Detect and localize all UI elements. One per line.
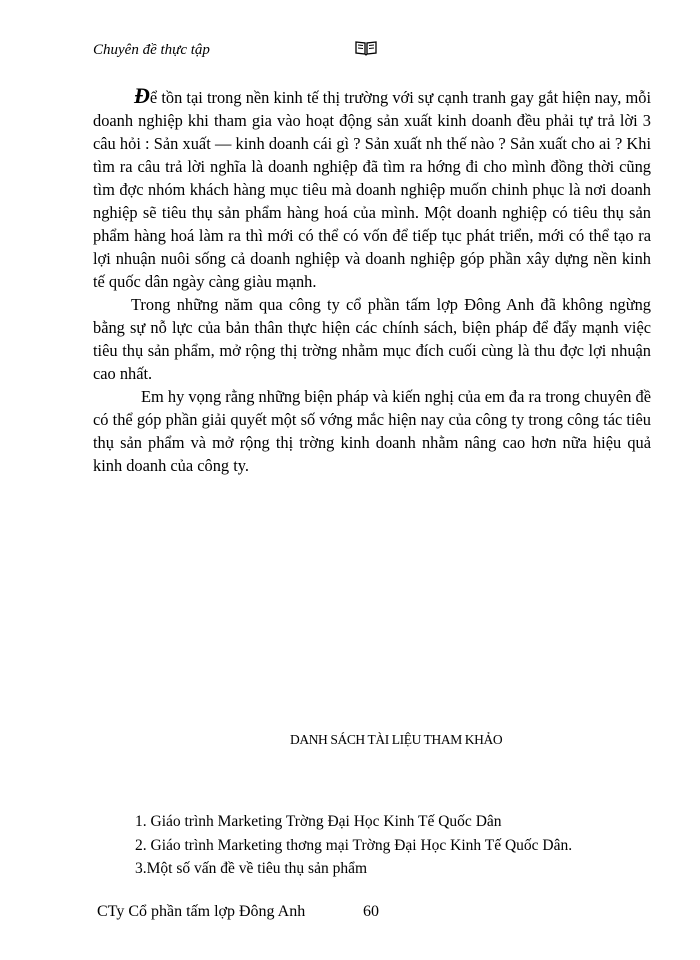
- references-title: DANH SÁCH TÀI LIỆU THAM KHẢO: [290, 732, 503, 747]
- page-header-title: Chuyên đề thực tập: [93, 42, 210, 58]
- references-list: [135, 810, 572, 881]
- paragraph-1-text: ể tồn tại trong nền kinh tế thị trường với sự cạnh tranh gay gắt hiện nay, mỗi doanh nghiệp khi tham gia vào hoạt động sản xuất kinh doanh đều phải tự trả lời 3 câu hỏi : Sản xuất — kinh doanh cái gì ? Sản xuất nh thế nào ? Sản xuất cho ai ? Khi tìm ra câu trả lời nghĩa là doanh nghiệp đã tìm ra hớng đi cho mình đồng thời cũng tìm đợc nhóm khách hàng mục tiêu mà doanh nghiệp muốn chinh phục là nơi doanh nghiệp sẽ tiêu thụ sản phẩm hàng hoá của mình. Một doanh nghiệp có tiêu thụ sản phẩm hàng hoá làm ra thì mới có thể có vốn để tiếp tục phát triển, mới có thể tạo ra lợi nhuận nuôi sống cả doanh nghiệp và doanh nghiệp góp phần xây dựng nền kinh tế quốc dân ngày càng giàu mạnh.: [93, 88, 651, 291]
- paragraph-1: [93, 83, 651, 293]
- reference-item: 2. Giáo trình Marketing thơng mại Trờng Đại Học Kinh Tế Quốc Dân.: [135, 836, 573, 854]
- reference-item: 3.Một số vấn đề về tiêu thụ sản phẩm: [135, 860, 368, 877]
- drop-cap: Đ: [134, 83, 150, 108]
- paragraph-2: Trong những năm qua công ty cổ phần tấm lợp Đông Anh đã không ngừng bằng sự nỗ lực của bản thân thực hiện các chính sách, biện pháp để đẩy mạnh việc tiêu thụ sản phẩm, mở rộng thị trờng nhằm mục đích cuối cùng là thu đợc lợi nhuận cao nhất.: [93, 295, 651, 383]
- body-text: [93, 83, 651, 477]
- footer-company: CTy Cổ phần tấm lợp Đông Anh: [97, 903, 306, 920]
- open-book-icon: [355, 40, 377, 56]
- paragraph-3: Em hy vọng rằng những biện pháp và kiến nghị của em đa ra trong chuyên đề có thể góp phần giải quyết một số vớng mắc hiện nay của công ty trong công tác tiêu thụ sản phẩm và mở rộng thị trờng kinh doanh nhằm nâng cao hơn nữa hiệu quả kinh doanh của công ty.: [93, 387, 651, 475]
- reference-item: 1. Giáo trình Marketing Trờng Đại Học Kinh Tế Quốc Dân: [135, 813, 502, 830]
- page-number: 60: [363, 903, 379, 920]
